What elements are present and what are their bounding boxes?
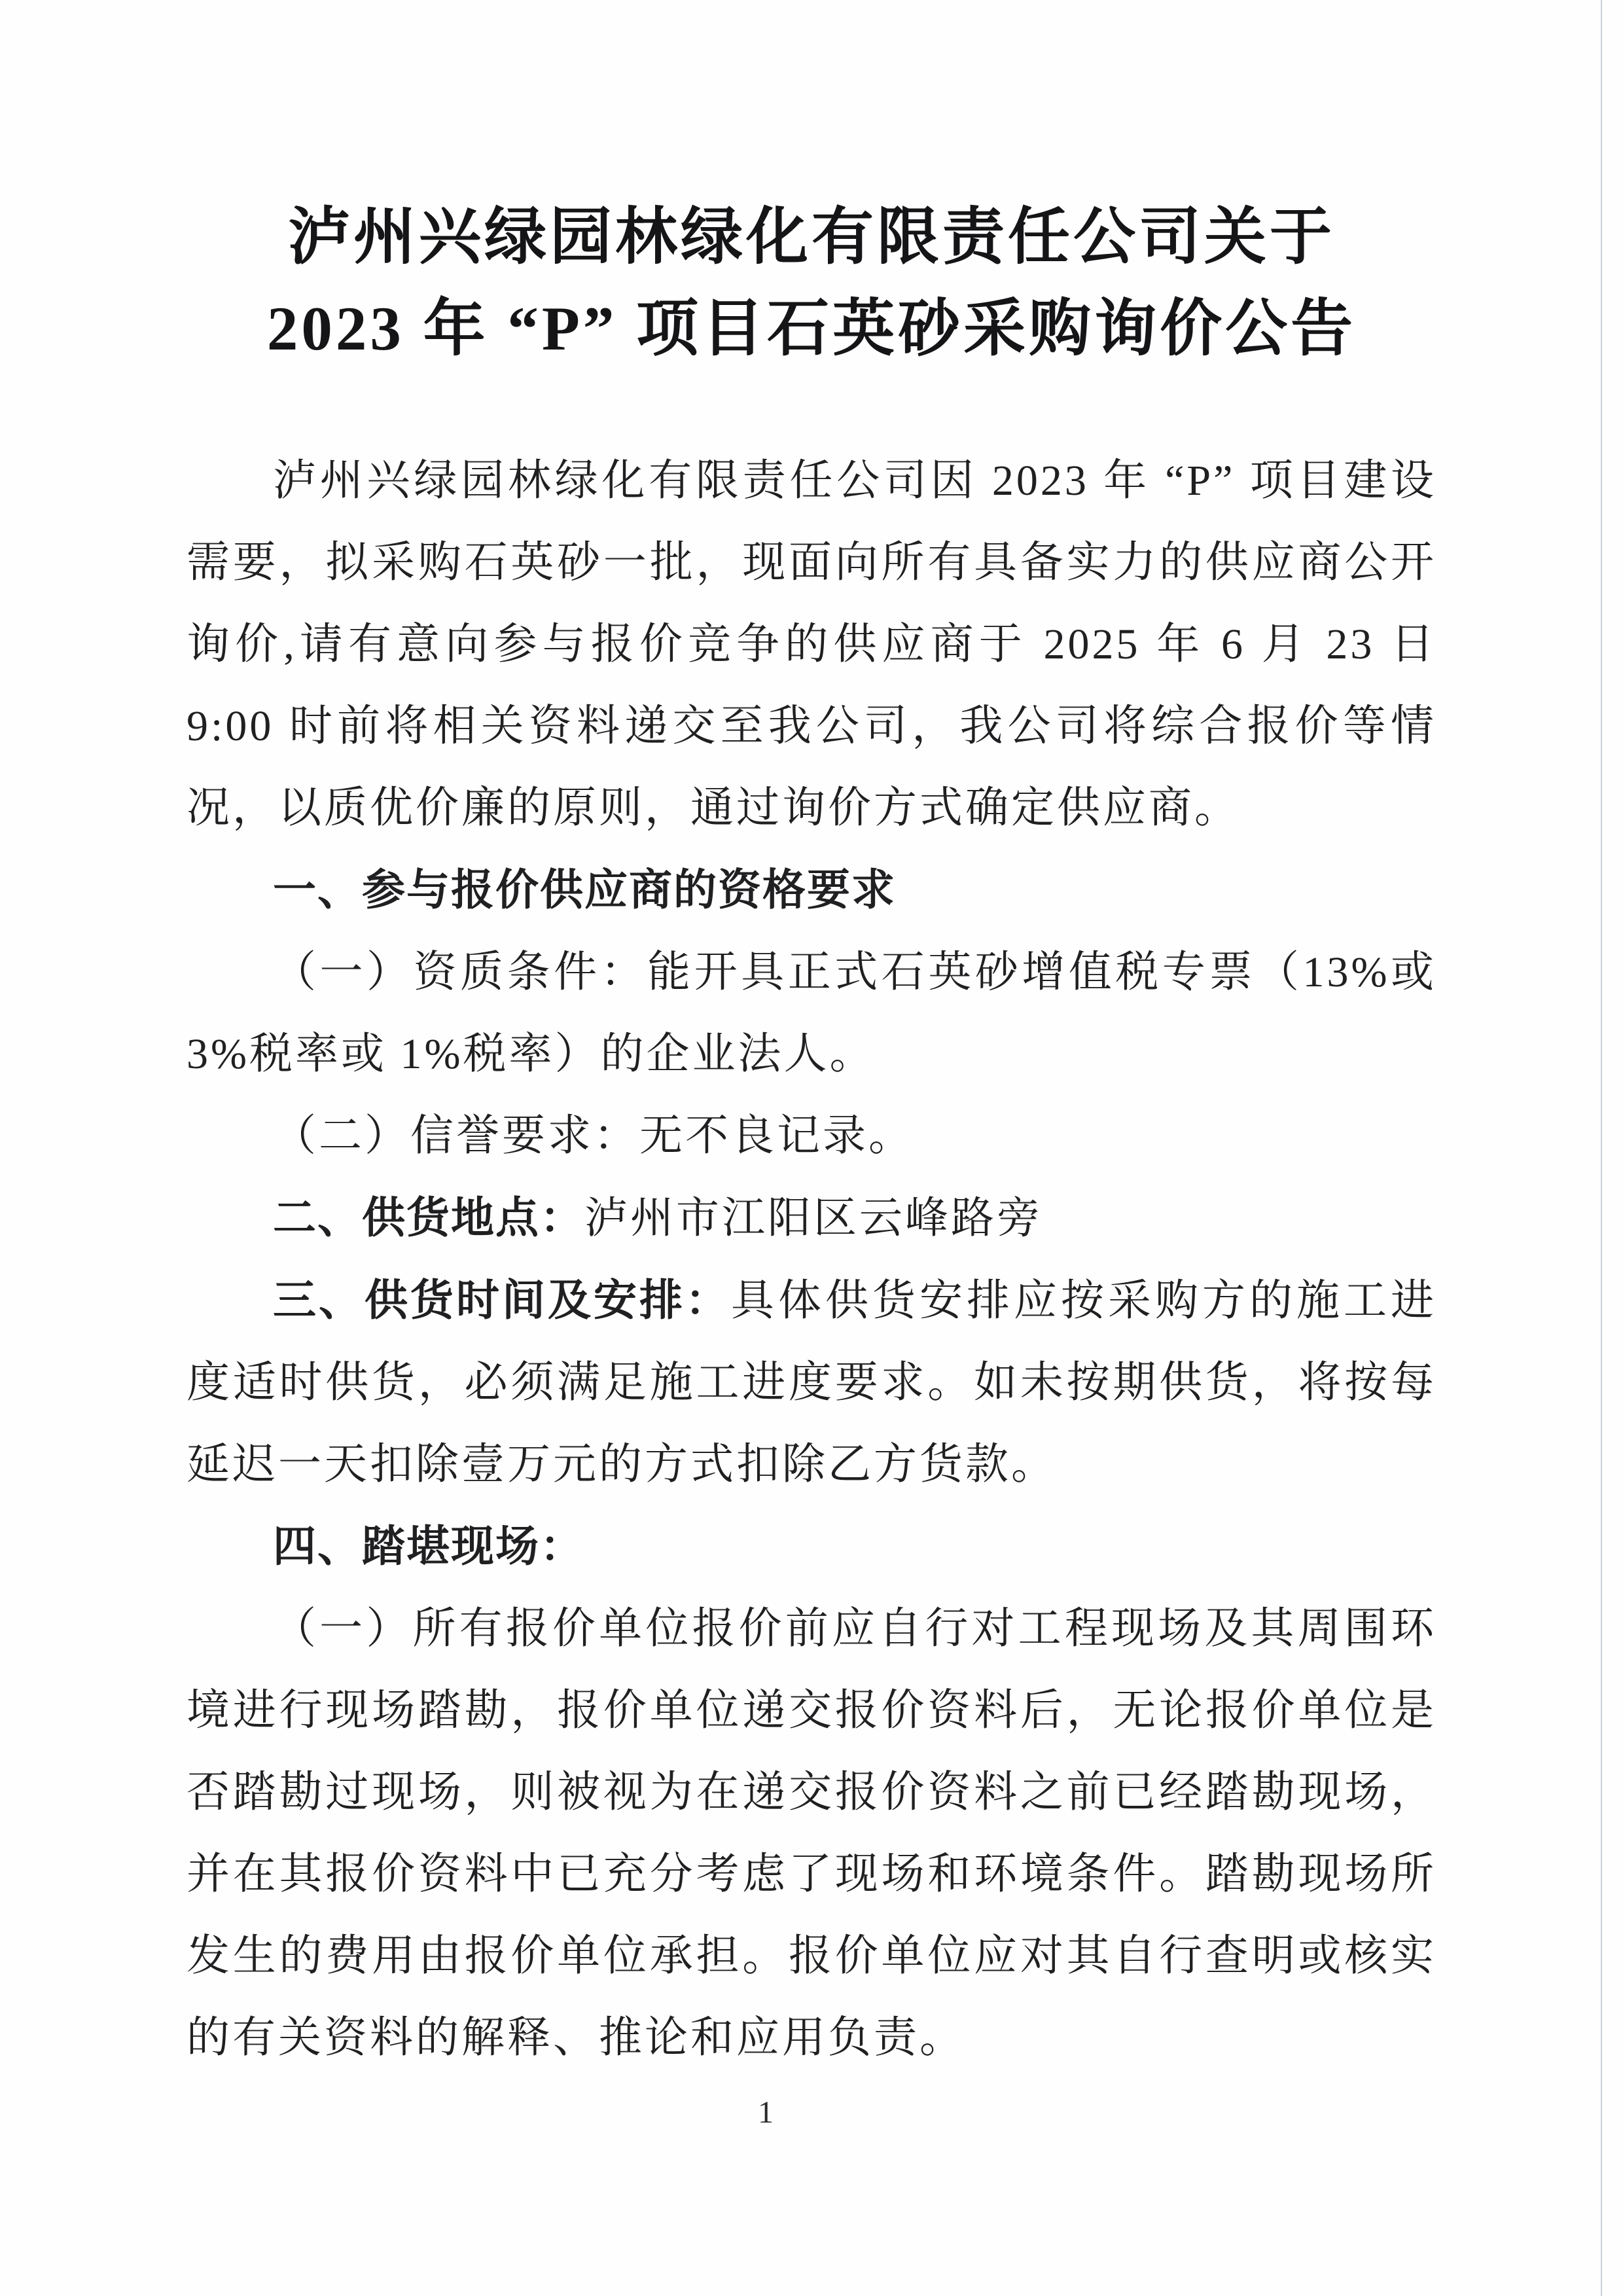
text-run: （一）资质条件：能开具正式石英砂增值税专票（13%或 3%税率或 1%税率）的企业法人。 (187, 948, 1436, 1078)
document-title-line-2: 2023 年 “P” 项目石英砂采购询价公告 (266, 294, 1357, 363)
paragraph (187, 1588, 1436, 2079)
text-run: （一）所有报价单位报价前应自行对工程现场及其周围环境进行现场踏勘，报价单位递交报价资料后，无论报价单位是否踏勘过现场，则被视为在递交报价资料之前已经踏勘现场，并在其报价资料中已充分考虑了现场和环境条件。踏勘现场所发生的费用由报价单位承担。报价单位应对其自行查明或核实的有关资料的解释、推论和应用负责。 (187, 1605, 1436, 2062)
scan-artifact-line (1601, 0, 1602, 2296)
text-run: 泸州市江阳区云峰路旁 (584, 1194, 1043, 1242)
bold-text-run: 三、供货时间及安排： (273, 1276, 731, 1324)
text-run: （二）信誉要求：无不良记录。 (273, 1112, 914, 1160)
paragraph (187, 1259, 1436, 1505)
text-run: 具体供货安排应按采购方的施工进度适时供货，必须满足施工进度要求。如未按期供货，将按每延迟一天扣除壹万元的方式扣除乙方货款。 (187, 1277, 1436, 1488)
bold-text-run: 四、踏堪现场： (273, 1522, 584, 1570)
text-run: 泸州兴绿园林绿化有限责任公司因 2023 年 “P” 项目建设需要，拟采购石英砂一批，现面向所有具备实力的供应商公开询价,请有意向参与报价竞争的供应商于 2025 年 6 月 23 日 9:00 时前将相关资料递交至我公司，我公司将综合报价等情况，以质优价廉的原则，通过询价方式确定供应商。 (187, 457, 1436, 832)
section-heading (187, 1505, 1436, 1588)
document-body (187, 440, 1436, 2079)
document-title (92, 191, 1531, 374)
paragraph (187, 440, 1436, 849)
bold-text-run: 一、参与报价供应商的资格要求 (273, 865, 896, 914)
bold-text-run: 二、供货地点： (273, 1193, 584, 1242)
page-number: 1 (758, 2095, 774, 2130)
document-title-line-1: 泸州兴绿园林绿化有限责任公司关于 (287, 202, 1335, 272)
paragraph (187, 1095, 1436, 1177)
paragraph (187, 1177, 1436, 1259)
paragraph (187, 931, 1436, 1095)
section-heading (187, 849, 1436, 931)
